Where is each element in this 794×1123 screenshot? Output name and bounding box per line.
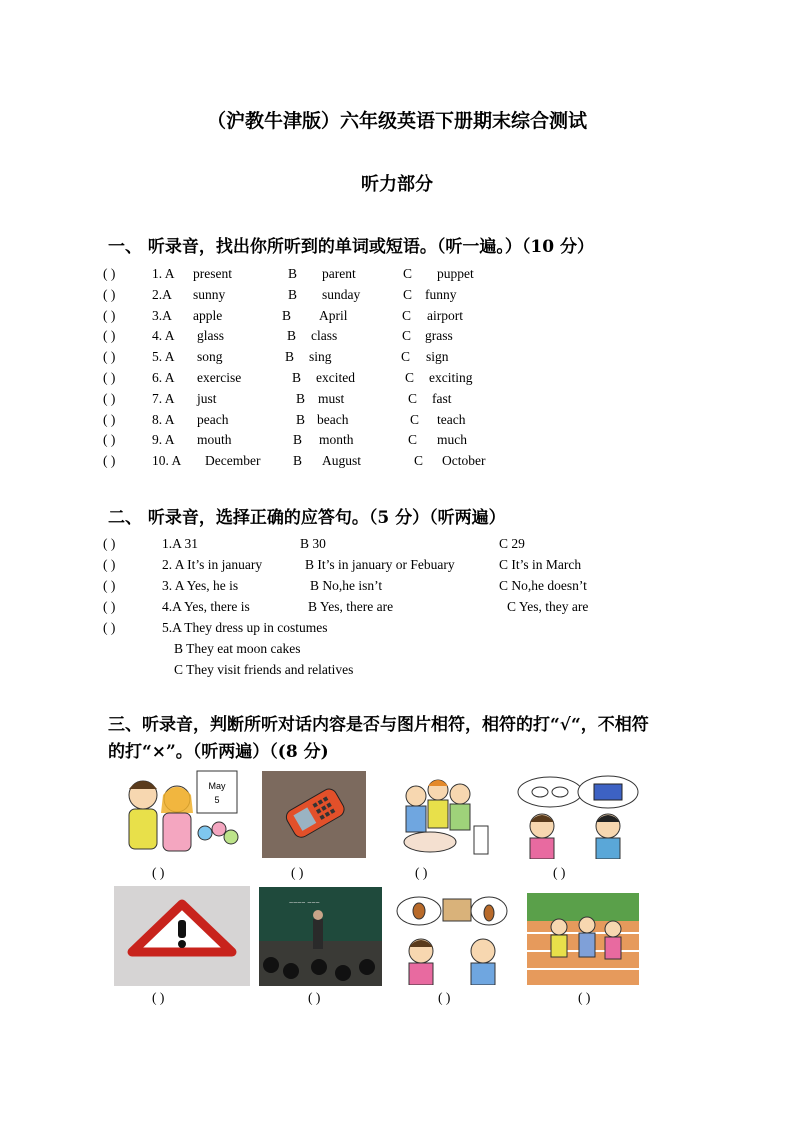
part2-question-row bbox=[0, 596, 794, 617]
answer-blank[interactable]: ( ) bbox=[103, 266, 116, 281]
part2-q5-option-b: B They eat moon cakes bbox=[174, 641, 301, 656]
part2-question-row bbox=[0, 617, 794, 638]
part1-question-row bbox=[0, 429, 794, 450]
part1-question-row bbox=[0, 263, 794, 284]
part1-c-text: fast bbox=[432, 390, 452, 406]
answer-blank[interactable]: ( ) bbox=[103, 557, 116, 572]
part2-option-c: C Yes, they are bbox=[507, 599, 589, 614]
section-1-heading: 一、 听录音，找出你所听到的单词或短语。（听一遍。）（10 分） bbox=[108, 237, 594, 257]
picture-1-answer[interactable]: ( ) bbox=[152, 865, 165, 880]
answer-blank[interactable]: ( ) bbox=[103, 286, 116, 302]
answer-blank[interactable]: ( ) bbox=[103, 432, 116, 448]
part1-b-text: August bbox=[322, 453, 362, 469]
answer-blank[interactable]: ( ) bbox=[103, 411, 116, 427]
part1-bl-text: B bbox=[287, 328, 297, 344]
part1-bl-text: B bbox=[293, 432, 303, 448]
picture-5-answer[interactable]: ( ) bbox=[152, 990, 165, 1005]
part1-c-text: puppet bbox=[437, 266, 474, 281]
part1-num-text: 1. A bbox=[152, 266, 175, 281]
answer-blank[interactable]: ( ) bbox=[103, 307, 116, 323]
part1-c-text: airport bbox=[427, 307, 463, 323]
part1-b-text: sing bbox=[309, 349, 332, 365]
part1-cl-text: C bbox=[410, 411, 420, 427]
part2-q5-option-c: C They visit friends and relatives bbox=[174, 662, 354, 677]
part2-option-b: B Yes, there are bbox=[308, 599, 394, 614]
page-title: （沪教牛津版）六年级英语下册期末综合测试 bbox=[206, 110, 587, 132]
part2-option-a: 2. A It’s in january bbox=[162, 557, 263, 572]
part1-question-row bbox=[0, 367, 794, 388]
sports-day-picture bbox=[527, 893, 639, 985]
answer-blank[interactable]: ( ) bbox=[103, 328, 116, 344]
part1-b-text: class bbox=[311, 328, 338, 344]
part1-question-row bbox=[0, 305, 794, 326]
part1-bl-text: B bbox=[282, 307, 292, 323]
part1-bl-text: B bbox=[293, 453, 303, 469]
part2-option-b: B 30 bbox=[300, 536, 326, 551]
answer-blank[interactable]: ( ) bbox=[103, 599, 116, 614]
part1-c-text: sign bbox=[426, 349, 449, 365]
part1-c-text: teach bbox=[437, 411, 466, 427]
part1-question-row bbox=[0, 388, 794, 409]
part2-option-a: 3. A Yes, he is bbox=[162, 578, 239, 593]
part1-b-text: must bbox=[318, 390, 345, 406]
part1-a-text: peach bbox=[197, 411, 229, 427]
part2-option-c: C It’s in March bbox=[499, 557, 582, 572]
part1-bl-text: B bbox=[296, 390, 306, 406]
part1-b-text: sunday bbox=[322, 286, 361, 302]
part1-c-text: exciting bbox=[429, 370, 473, 385]
part1-cl-text: C bbox=[414, 453, 424, 469]
part1-num-text: 8. A bbox=[152, 411, 175, 427]
part2-question-row bbox=[0, 575, 794, 596]
section-subtitle: 听力部分 bbox=[361, 174, 433, 195]
mobile-phone-picture bbox=[262, 771, 366, 858]
svg-text:~~~~ ~~~: ~~~~ ~~~ bbox=[289, 900, 320, 907]
part1-cl-text: C bbox=[403, 266, 413, 281]
part1-a-text: December bbox=[205, 453, 261, 469]
part1-a-text: mouth bbox=[197, 432, 232, 448]
part1-bl-text: B bbox=[292, 370, 302, 385]
part1-cl-text: C bbox=[405, 370, 415, 385]
answer-blank[interactable]: ( ) bbox=[103, 349, 116, 365]
picture-6-answer[interactable]: ( ) bbox=[308, 990, 321, 1005]
part1-question-row bbox=[0, 450, 794, 471]
answer-blank[interactable]: ( ) bbox=[103, 620, 116, 635]
part2-question-row bbox=[0, 554, 794, 575]
part1-num-text: 10. A bbox=[152, 453, 182, 469]
glasses-and-bag-picture bbox=[512, 774, 639, 859]
part1-cl-text: C bbox=[401, 349, 411, 365]
part1-bl-text: B bbox=[285, 349, 295, 365]
part1-cl-text: C bbox=[402, 328, 412, 344]
part1-c-text: funny bbox=[425, 286, 457, 302]
part1-a-text: song bbox=[197, 349, 223, 365]
picture-3-answer[interactable]: ( ) bbox=[415, 865, 428, 880]
calendar-day-text: 5 bbox=[214, 795, 220, 805]
part2-option-c: C 29 bbox=[499, 536, 525, 551]
part1-a-text: present bbox=[193, 266, 232, 281]
part1-bl-text: B bbox=[296, 411, 306, 427]
part2-option-b: B No,he isn’t bbox=[310, 578, 383, 593]
picture-2-answer[interactable]: ( ) bbox=[291, 865, 304, 880]
part1-cl-text: C bbox=[403, 286, 413, 302]
part1-num-text: 6. A bbox=[152, 370, 175, 385]
answer-blank[interactable]: ( ) bbox=[103, 453, 116, 469]
part1-b-text: excited bbox=[316, 370, 355, 385]
part1-c-text: October bbox=[442, 453, 486, 469]
answer-blank[interactable]: ( ) bbox=[103, 536, 116, 551]
part2-option-a: 1.A 31 bbox=[162, 536, 199, 551]
warning-sign-picture bbox=[114, 886, 250, 986]
part1-b-text: parent bbox=[322, 266, 356, 281]
part1-num-text: 4. A bbox=[152, 328, 175, 344]
part1-question-row bbox=[0, 325, 794, 346]
section-3-heading-line1: 三、听录音，判断所听对话内容是否与图片相符，相符的打“√“，不相符 bbox=[108, 715, 649, 735]
part1-a-text: glass bbox=[197, 328, 224, 344]
violin-and-box-picture bbox=[393, 893, 510, 985]
part1-cl-text: C bbox=[408, 432, 418, 448]
part1-bl-text: B bbox=[288, 266, 298, 281]
part1-c-text: grass bbox=[425, 328, 453, 344]
birthday-party-picture bbox=[394, 768, 492, 858]
part1-cl-text: C bbox=[402, 307, 412, 323]
part1-a-text: apple bbox=[193, 307, 223, 323]
part2-question-row bbox=[0, 533, 794, 554]
part1-num-text: 2.A bbox=[152, 286, 172, 302]
section-2-heading: 二、 听录音，选择正确的应答句。（5 分）（听两遍） bbox=[108, 508, 506, 528]
answer-blank[interactable]: ( ) bbox=[103, 370, 116, 385]
birthday-friends-picture bbox=[113, 765, 240, 858]
picture-4-answer[interactable]: ( ) bbox=[553, 865, 566, 880]
part1-num-text: 7. A bbox=[152, 390, 175, 406]
part1-a-text: sunny bbox=[193, 286, 226, 302]
part1-question-row bbox=[0, 284, 794, 305]
part1-c-text: much bbox=[437, 432, 467, 448]
classroom-picture bbox=[259, 887, 382, 986]
part2-option-a: 5.A They dress up in costumes bbox=[162, 620, 328, 635]
answer-blank[interactable]: ( ) bbox=[103, 390, 116, 406]
calendar-month-text: May bbox=[208, 781, 226, 791]
part1-question-row bbox=[0, 409, 794, 430]
part1-cl-text: C bbox=[408, 390, 418, 406]
part1-question-row bbox=[0, 346, 794, 367]
part1-bl-text: B bbox=[288, 286, 298, 302]
picture-8-answer[interactable]: ( ) bbox=[578, 990, 591, 1005]
section-3-heading-line2: 的打“×”。（听两遍）（(8 分) bbox=[108, 742, 329, 762]
part1-b-text: April bbox=[319, 307, 348, 323]
part1-num-text: 9. A bbox=[152, 432, 175, 448]
part2-option-c: C No,he doesn’t bbox=[499, 578, 587, 593]
part1-num-text: 3.A bbox=[152, 307, 172, 323]
part1-b-text: month bbox=[319, 432, 354, 448]
picture-7-answer[interactable]: ( ) bbox=[438, 990, 451, 1005]
part1-a-text: exercise bbox=[197, 370, 242, 385]
answer-blank[interactable]: ( ) bbox=[103, 578, 116, 593]
part1-num-text: 5. A bbox=[152, 349, 175, 365]
part2-option-b: B It’s in january or Febuary bbox=[305, 557, 455, 572]
part1-b-text: beach bbox=[317, 411, 349, 427]
part2-option-a: 4.A Yes, there is bbox=[162, 599, 250, 614]
part1-a-text: just bbox=[197, 390, 217, 406]
